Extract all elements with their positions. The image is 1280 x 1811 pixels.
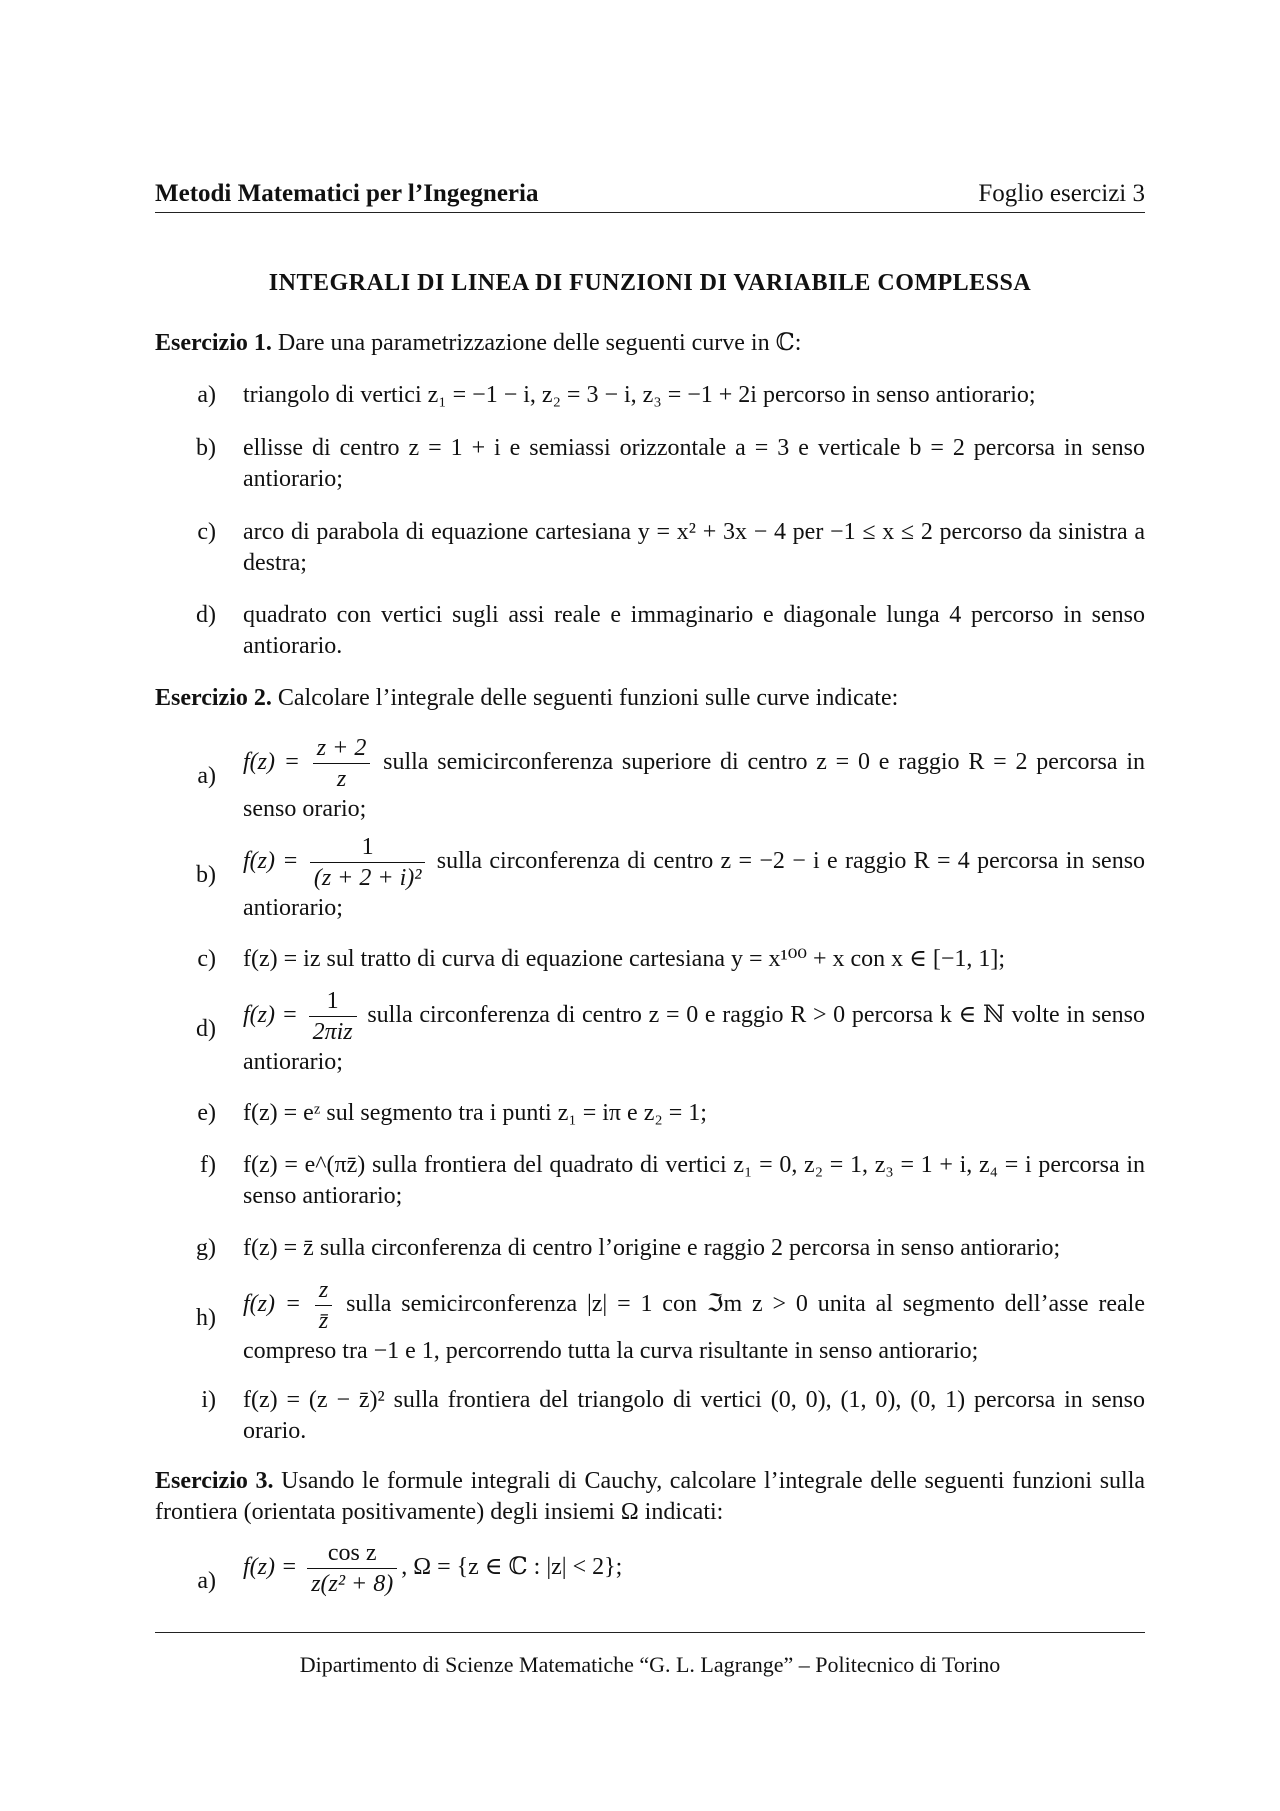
exercise-3-intro (155, 1466, 1145, 1528)
course-title: Metodi Matematici per l’Ingegneria (155, 180, 539, 207)
exercise-3-text: Usando le formule integrali di Cauchy, calcolare l’integrale delle seguenti funzioni sulla frontiera (orientata positivamente) degli insiemi Ω indicati: (155, 1468, 1146, 1525)
exercise-1-label: Esercizio 1. (155, 330, 272, 356)
exercise-2-label: Esercizio 2. (155, 685, 272, 711)
fraction: $\frac{z + 2}{z}$ (313, 733, 371, 794)
section-title: INTEGRALI DI LINEA DI FUNZIONI DI VARIABILE COMPLESSA (268, 270, 1032, 296)
fraction: $\frac{z}{z̄}$ (315, 1275, 332, 1336)
fraction: $\frac{\text{cos z}}{\text{z(z² + 8)}}$ (307, 1538, 397, 1599)
exercise-2-intro (155, 683, 1145, 714)
exercise-2-text: Calcolare l’integrale delle seguenti funzioni sulle curve indicate: (277, 685, 899, 711)
fraction: $\frac{1}{\text{(z + 2 + i)²}}$ (310, 832, 426, 893)
page-footer: Dipartimento di Scienze Matematiche “G. L. Lagrange” – Politecnico di Torino (299, 1652, 1001, 1677)
exercise-3-label: Esercizio 3. (155, 1468, 274, 1494)
footer-rule (155, 1632, 1145, 1633)
fraction: $\frac{1}{\text{2πiz}}$ (309, 986, 357, 1047)
exercise-1-intro (155, 328, 1145, 359)
sheet-number: Foglio esercizi 3 (978, 180, 1145, 207)
exercise-1-text: Dare una parametrizzazione delle seguenti curve in ℂ: (277, 330, 802, 356)
header-rule (155, 212, 1145, 213)
